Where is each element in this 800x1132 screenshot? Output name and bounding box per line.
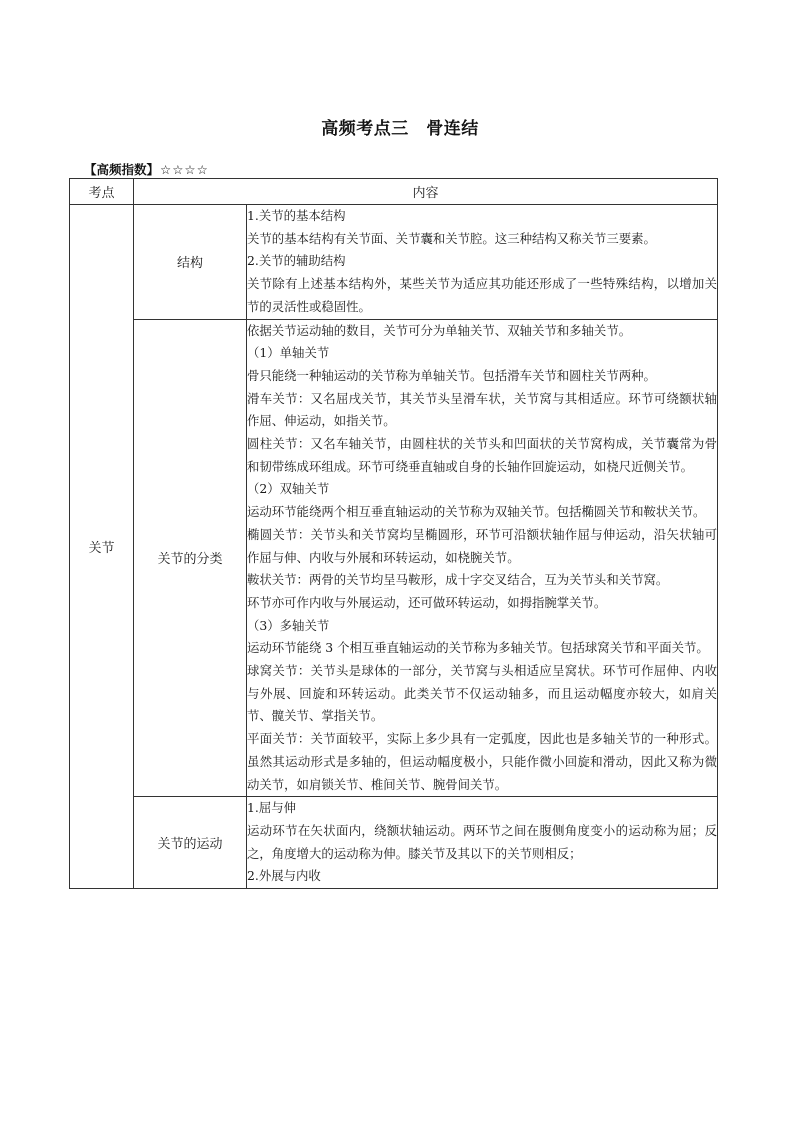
content-cell <box>247 797 718 889</box>
content-line: 运动环节在矢状面内，绕额状轴运动。两环节之间在腹侧角度变小的运动称为屈；反之，角度增大的运动称为伸。膝关节及其以下的关节则相反； <box>247 822 718 861</box>
content-line: 依据关节运动轴的数目，关节可分为单轴关节、双轴关节和多轴关节。 <box>247 322 632 338</box>
content-line: （1）单轴关节 <box>247 345 330 361</box>
table-row <box>70 319 718 797</box>
frequency-label: 【高频指数】 <box>84 162 160 177</box>
content-line: 运动环节能绕两个相互垂直轴运动的关节称为双轴关节。包括椭圆关节和鞍状关节。 <box>247 504 706 520</box>
subtopic-cell: 结构 <box>134 205 247 320</box>
category-cell: 关节 <box>70 205 134 889</box>
content-cell <box>247 319 718 797</box>
content-line: 球窝关节：关节头是球体的一部分，关节窝与头相适应呈窝状。环节可作屈伸、内收与外展、回旋和环转运动。此类关节不仅运动轴多，而且运动幅度亦较大，如肩关节、髋关节、掌指关节。 <box>247 663 718 724</box>
content-line: 关节的基本结构有关节面、关节囊和关节腔。这三种结构又称关节三要素。 <box>247 230 656 246</box>
content-line: 1.关节的基本结构 <box>247 208 346 223</box>
content-line: 骨只能绕一种轴运动的关节称为单轴关节。包括滑车关节和圆柱关节两种。 <box>247 367 656 383</box>
header-content: 内容 <box>134 179 718 205</box>
frequency-index <box>84 160 209 178</box>
content-line: 环节亦可作内收与外展运动，还可做环转运动，如拇指腕掌关节。 <box>247 594 607 610</box>
table-row <box>70 797 718 889</box>
content-line: 1.屈与伸 <box>247 800 296 816</box>
content-line: 鞍状关节：两骨的关节均呈马鞍形，成十字交叉结合，互为关节头和关节窝。 <box>247 572 669 588</box>
content-line: 运动环节能绕 3 个相互垂直轴运动的关节称为多轴关节。包括球窝关节和平面关节。 <box>247 640 709 656</box>
content-line: 滑车关节：又名屈戌关节，其关节头呈滑车状，关节窝与其相适应。环节可绕额状轴作屈、伸运动，如指关节。 <box>247 390 718 429</box>
subtopic-cell: 关节的分类 <box>134 319 247 797</box>
subtopic-cell: 关节的运动 <box>134 797 247 889</box>
content-line: 2.外展与内收 <box>247 868 321 884</box>
content-line: （3）多轴关节 <box>247 617 330 633</box>
table-header-row <box>70 179 718 205</box>
content-table <box>69 178 718 889</box>
content-cell <box>247 205 718 320</box>
header-topic: 考点 <box>70 179 134 205</box>
content-line: 椭圆关节：关节头和关节窝均呈椭圆形，环节可沿额状轴作屈与伸运动，沿矢状轴可作屈与伸、内收与外展和环转运动，如桡腕关节。 <box>247 526 718 565</box>
content-line: 2.关节的辅助结构 <box>247 253 346 269</box>
frequency-stars: ☆☆☆☆ <box>160 162 209 177</box>
content-line: 关节除有上述基本结构外，某些关节为适应其功能还形成了一些特殊结构，以增加关节的灵活性或稳固性。 <box>247 276 718 314</box>
content-line: 平面关节：关节面较平，实际上多少具有一定弧度，因此也是多轴关节的一种形式。虽然其运动形式是多轴的，但运动幅度极小，只能作微小回旋和滑动，因此又称为微动关节，如肩锁关节、椎间关节、腕骨间关节。 <box>247 731 718 792</box>
page-title: 高频考点三 骨连结 <box>321 119 479 139</box>
content-line: 圆柱关节：又名车轴关节，由圆柱状的关节头和凹面状的关节窝构成，关节囊常为骨和韧带练成环组成。环节可绕垂直轴或自身的长轴作回旋运动，如桡尺近侧关节。 <box>247 436 718 474</box>
content-line: （2）双轴关节 <box>247 481 330 497</box>
table-row <box>70 205 718 320</box>
